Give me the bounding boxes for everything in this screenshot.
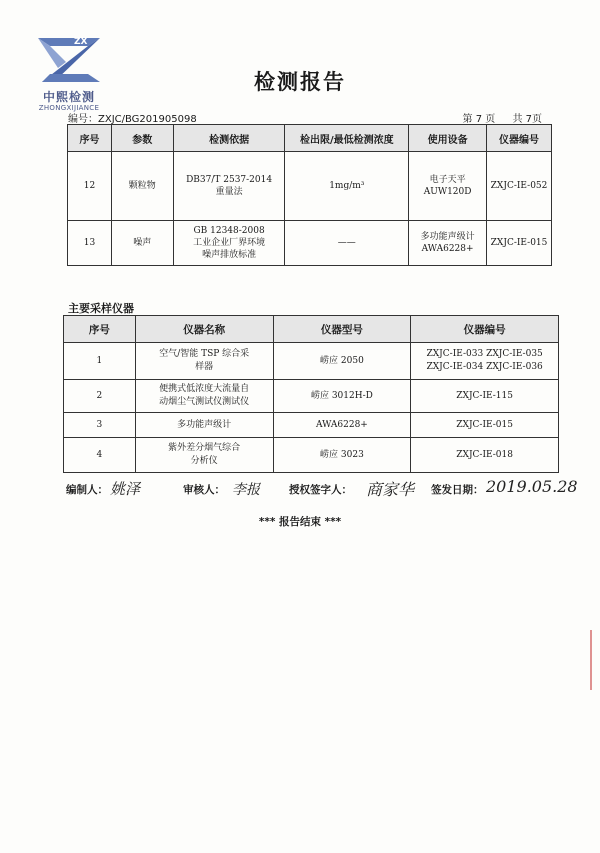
row-id: ZXJC-IE-115 (411, 380, 559, 413)
table-header-row (68, 125, 552, 152)
device-line: AUW120D (423, 187, 472, 197)
report-end-marker: *** 报告结束 *** (258, 516, 342, 528)
report-number: 编号：ZXJC/BG201905098 (68, 114, 197, 125)
basis-line: GB 12348-2008 (193, 225, 265, 236)
row-basis (173, 152, 285, 221)
header-cell: 仪器型号 (273, 316, 411, 343)
header-cell: 仪器编号 (487, 125, 552, 152)
id-line: ZXJC-IE-034 ZXJC-IE-036 (426, 362, 543, 372)
row-no: 3 (64, 413, 136, 438)
row-no: 1 (64, 343, 136, 380)
row-name (135, 438, 273, 473)
row-id: ZXJC-IE-018 (411, 438, 559, 473)
table-row (68, 152, 552, 221)
approver-signature: 商家华 (366, 480, 415, 499)
row-name (135, 380, 273, 413)
header-cell: 检测依据 (173, 125, 285, 152)
results-table (67, 124, 552, 266)
row-model: 崂应 3012H-D (273, 380, 411, 413)
header-cell: 使用设备 (409, 125, 487, 152)
row-no: 2 (64, 380, 136, 413)
name-line: 样器 (195, 362, 214, 372)
table-row (64, 413, 559, 438)
row-limit: —— (285, 221, 409, 266)
name-line: 便携式低浓度大流量自 (159, 384, 250, 395)
device-line: 电子天平 (429, 174, 466, 185)
logo-monogram: ZX (74, 37, 88, 47)
row-no: 12 (68, 152, 112, 221)
name-line: 紫外差分烟气综合 (168, 443, 241, 454)
row-limit: 1mg/m³ (285, 152, 409, 221)
row-id: ZXJC-IE-052 (487, 152, 552, 221)
row-name (135, 343, 273, 380)
row-param: 颗粒物 (111, 152, 173, 221)
table-row (68, 221, 552, 266)
compiler-label: 编制人： (66, 484, 108, 496)
basis-line: 工业企业厂界环境 (193, 237, 266, 248)
seal-edge-mark (576, 630, 592, 690)
section-title: 主要采样仪器 (68, 302, 134, 315)
sampling-instruments-table (63, 315, 559, 473)
page-number: 第 7 页 (462, 114, 496, 125)
table-header-row (64, 316, 559, 343)
row-param: 噪声 (111, 221, 173, 266)
header-cell: 检出限/最低检测浓度 (285, 125, 409, 152)
header-cell: 参数 (111, 125, 173, 152)
table-row (64, 438, 559, 473)
basis-line: DB37/T 2537-2014 (186, 174, 273, 185)
logo-name-en: ZHONGXIJIANCE (38, 104, 100, 112)
basis-line: 重量法 (215, 187, 243, 197)
page-total: 共 7页 (512, 114, 542, 125)
id-line: ZXJC-IE-033 ZXJC-IE-035 (426, 349, 543, 360)
row-no: 4 (64, 438, 136, 473)
row-name: 多功能声级计 (135, 413, 273, 438)
issue-date-label: 签发日期： (431, 484, 484, 496)
row-model: 崂应 2050 (273, 343, 411, 380)
table-row (64, 343, 559, 380)
page-indicator (449, 110, 542, 125)
header-cell: 序号 (68, 125, 112, 152)
page-title: 检测报告 (254, 70, 346, 94)
name-line: 分析仪 (190, 456, 218, 466)
header-cell: 仪器编号 (411, 316, 559, 343)
approver-label: 授权签字人： (289, 484, 352, 496)
row-model: AWA6228+ (273, 413, 411, 438)
row-no: 13 (68, 221, 112, 266)
basis-line: 噪声排放标准 (202, 250, 257, 261)
row-device (409, 152, 487, 221)
name-line: 空气/智能 TSP 综合采 (159, 349, 250, 360)
header-cell: 仪器名称 (135, 316, 273, 343)
header-cell: 序号 (64, 316, 136, 343)
device-line: AWA6228+ (421, 244, 474, 254)
row-device (409, 221, 487, 266)
row-model: 崂应 3023 (273, 438, 411, 473)
row-basis (173, 221, 285, 266)
device-line: 多功能声级计 (420, 231, 475, 242)
compiler-signature: 姚泽 (110, 480, 141, 498)
row-id (411, 343, 559, 380)
reviewer-label: 审核人： (183, 484, 225, 496)
row-id: ZXJC-IE-015 (411, 413, 559, 438)
name-line: 动烟尘气测试仪测试仪 (159, 397, 250, 407)
issue-date: 2019.05.28 (486, 477, 578, 496)
logo-name-cn: 中熙检测 (42, 90, 95, 104)
table-row (64, 380, 559, 413)
reviewer-signature: 李报 (232, 482, 260, 498)
row-id: ZXJC-IE-015 (487, 221, 552, 266)
